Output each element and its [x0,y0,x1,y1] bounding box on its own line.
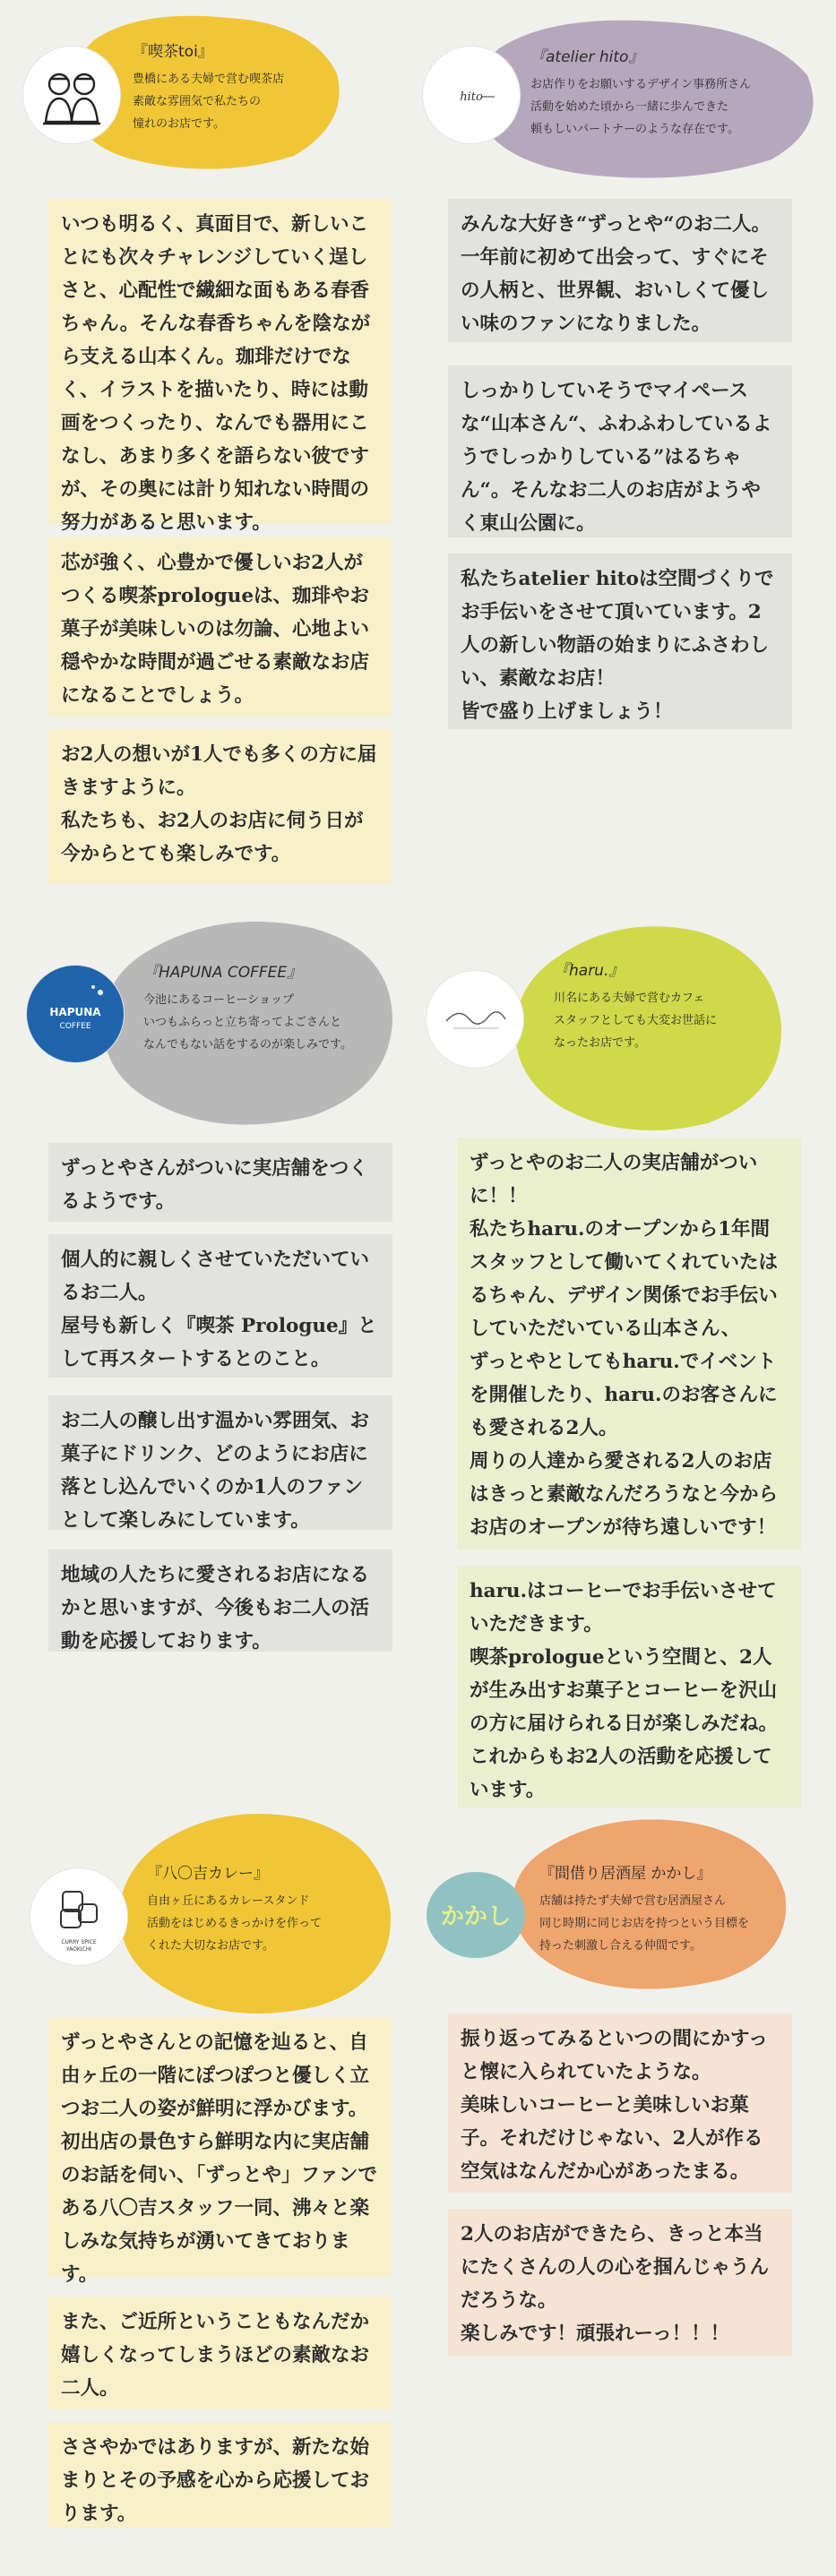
message-paragraph: 地域の人たちに愛されるお店になるかと思いますが、今後もお二人の活動を応援しております。 [48,1550,392,1652]
shop-desc-line: 自由ヶ丘にあるカレースタンド [147,1894,310,1908]
shop-desc-line: スタッフとしても大変お世話に [554,1014,718,1027]
haru-logo [427,971,523,1068]
svg-text:COFFEE: COFFEE [59,1022,91,1031]
shop-title: 『HAPUNA COFFEE』 [143,964,303,982]
message-paragraph: 芯が強く、心豊かで優しいお2人がつくる喫茶prologueは、珈琲やお菓子が美味しいのは勿論、心地よい穏やかな時間が過ごせる素敵なお店になることでしょう。 [48,537,392,717]
yaokichi-heading [147,1863,407,1957]
shop-desc-line: なんでもない話をするのが楽しみです。 [143,1038,352,1052]
svg-text:CURRY SPICE: CURRY SPICE [61,1939,97,1945]
shop-desc-line: 今池にあるコーヒーショップ [143,993,294,1007]
message-paragraph: ずっとやのお二人の実店舗がついに！！ 私たちharu.のオープンから1年間スタッフとして働いてくれていたはるちゃん、デザイン関係でお手伝いしていただいている山本さん、 ずっとやとしてもharu.でイベントを開催したり、haru.のお客さんにも愛される2人。 周りの人達から愛される2人のお店はきっと素敵なんだろうなと今からお店のオープンが待ち遠しいです！ [457,1138,801,1550]
shop-desc-line: 持った刺激し合える仲間です。 [539,1939,702,1953]
shop-desc-line: 川名にある夫婦で営むカフェ [554,992,705,1005]
shop-desc-line: 憧れのお店です。 [133,117,225,131]
message-paragraph: 個人的に親しくさせていただいているお二人。 屋号も新しく『喫茶 Prologue』として再スタートするとのこと。 [48,1234,392,1378]
shop-desc-line: 同じ時期に同じお店を持つという目標を [539,1917,750,1930]
shop-desc-line: 素敵な雰囲気で私たちの [133,95,262,108]
yaokichi-logo [30,1868,127,1965]
shop-desc-line: 豊橋にある夫婦で営む喫茶店 [133,73,285,86]
kakashi-heading [539,1863,835,1957]
message-paragraph: みんな大好き“ずっとや“のお二人。一年前に初めて出会って、すぐにその人柄と、世界観、おいしくて優しい味のファンになりました。 [448,199,792,342]
message-paragraph: また、ご近所ということもなんだか嬉しくなってしまうほどの素敵なお二人。 [48,2297,392,2409]
shop-title: 『間借り居酒屋 かかし』 [539,1865,712,1883]
message-paragraph: haru.はコーヒーでお手伝いさせていただきます。 喫茶prologueという空間と、2人が生み出すお菓子とコーヒーを沢山の方に届けられる日が楽しみだね。 これからもお2人の活動を応援しています。 [457,1566,801,1807]
message-paragraph: 振り返ってみるといつの間にかすっと懐に入られていたような。 美味しいコーヒーと美味しいお菓子。それだけじゃない、2人が作る空気はなんだか心があったまる。 [448,2014,792,2193]
shop-title: 『喫茶toi』 [133,43,213,61]
hapuna-heading [143,962,412,1056]
message-paragraph: ずっとやさんがついに実店舗をつくるようです。 [48,1143,392,1222]
hapuna-logo [27,966,124,1062]
message-paragraph: ささやかではありますが、新たな始まりとその予感を心から応援しております。 [48,2422,392,2528]
shop-desc-line: なったお店です。 [554,1036,646,1050]
shop-desc-line: 頼もしいパートナーのような存在です。 [530,123,739,136]
shop-desc-line: 活動を始めた頃から一緒に歩んできた [530,100,729,114]
svg-text:HAPUNA: HAPUNA [49,1006,101,1018]
toi-heading [133,41,339,135]
haru-heading [554,960,787,1054]
message-paragraph: いつも明るく、真面目で、新しいことにも次々チャレンジしていく逞しさと、心配性で繊細な面もある春香ちゃん。そんな春香ちゃんを陰ながら支える山本くん。珈琲だけでなく、イラストを描いたり、時には動画をつくったり、なんでも器用にこなし、あまり多くを語らない彼ですが、その奥には計り知れない時間の努力があると思います。 [48,199,392,523]
message-paragraph: 2人のお店ができたら、きっと本当にたくさんの人の心を掴んじゃうんだろうな。 楽しみです！頑張れーっ！！！ [448,2209,792,2356]
shop-title: 『atelier hito』 [530,48,644,66]
kakashi-logo-text: かかし [440,1903,512,1930]
svg-text:hito: hito [460,90,483,104]
shop-desc-line: 店舗は持たず夫婦で営む居酒屋さん [539,1894,727,1908]
message-paragraph: お二人の醸し出す温かい雰囲気、お菓子にドリンク、どのようにお店に落とし込んでいくのか1人のファンとして楽しみにしています。 [48,1395,392,1530]
svg-text:YAOKICHI: YAOKICHI [65,1946,92,1953]
toi-logo [23,47,120,143]
shop-desc-line: 活動をはじめるきっかけを作って [147,1917,323,1930]
shop-title: 『haru.』 [554,962,625,980]
message-paragraph: お2人の想いが1人でも多くの方に届きますように。 私たちも、お2人のお店に伺う日が今からとても楽しみです。 [48,729,392,883]
shop-title: 『八〇吉カレー』 [147,1865,269,1883]
message-paragraph: しっかりしていそうでマイペースな“山本さん“、ふわふわしているようでしっかりしている”はるちゃん“。そんなお二人のお店がようやく東山公園に。 [448,365,792,537]
hito-heading [530,47,826,141]
shop-desc-line: くれた大切なお店です。 [147,1939,274,1953]
message-paragraph: 私たちatelier hitoは空間づくりでお手伝いをさせて頂いています。2人の新しい物語の始まりにふさわしい、素敵なお店！ 皆で盛り上げましょう！ [448,554,792,729]
shop-desc-line: お店作りをお願いするデザイン事務所さん [530,78,752,91]
hito-logo [423,47,520,143]
kakashi-logo [427,1872,525,1958]
shop-desc-line: いつもふらっと立ち寄ってよごさんと [143,1016,342,1029]
message-paragraph: ずっとやさんとの記憶を辿ると、自由ヶ丘の一階にぽつぽつと優しく立つお二人の姿が鮮明に浮かびます。 初出店の景色すら鮮明な内に実店舗のお話を伺い、「ずっとや」ファンである八〇吉スタッフ一同、沸々と楽しみな気持ちが湧いてきております。 [48,2017,392,2277]
